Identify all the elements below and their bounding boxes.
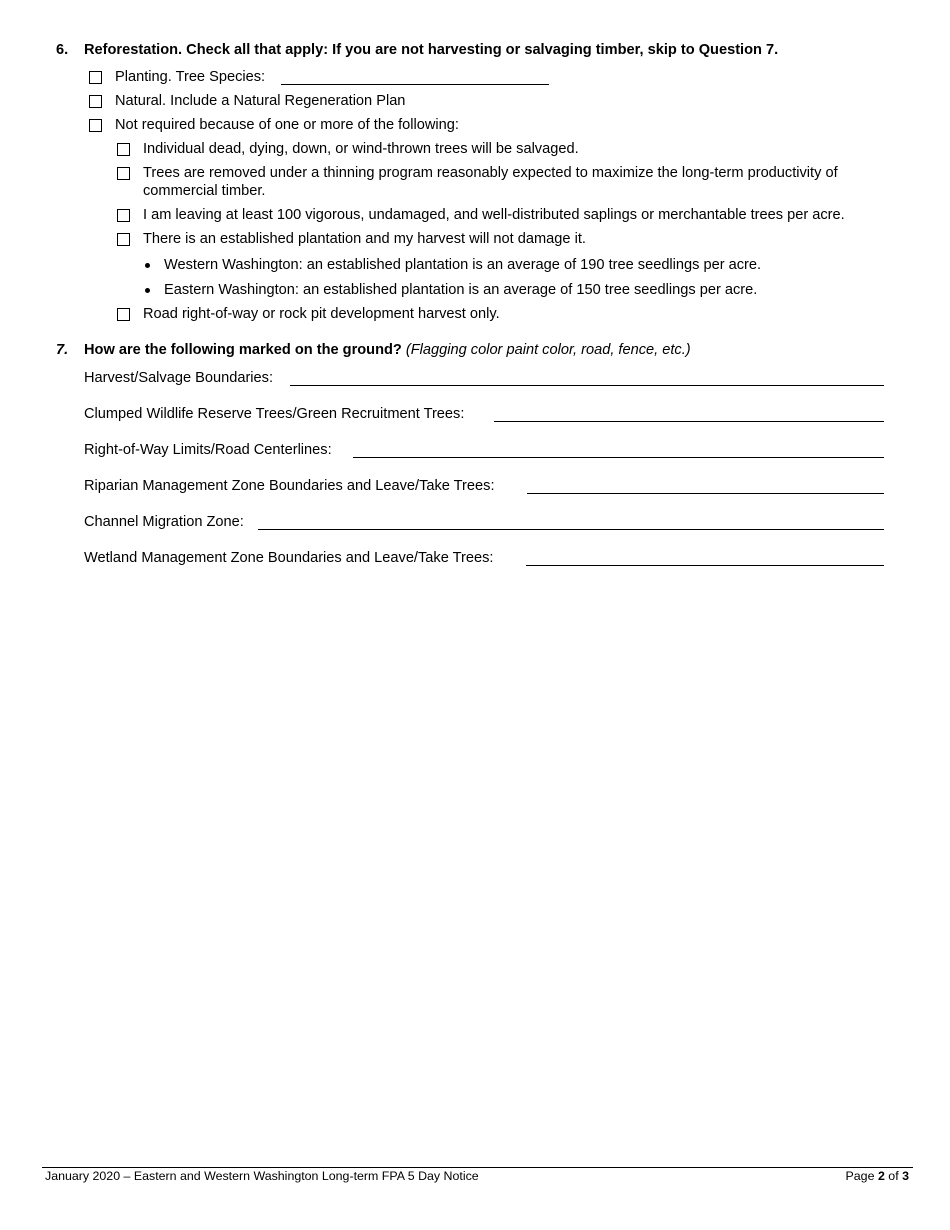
thinning-checkbox[interactable] xyxy=(117,167,130,180)
leaving-trees-checkbox[interactable] xyxy=(117,209,130,222)
not-required-label: Not required because of one or more of the following: xyxy=(115,117,459,133)
leaving-trees-label: I am leaving at least 100 vigorous, undamaged, and well-distributed saplings or merchantable trees per acre. xyxy=(143,207,845,223)
question-7-heading xyxy=(84,342,691,358)
tree-species-input[interactable] xyxy=(281,84,549,85)
question-7-hint: (Flagging color paint color, road, fence, etc.) xyxy=(405,342,691,358)
natural-label: Natural. Include a Natural Regeneration Plan xyxy=(115,93,406,109)
plantation-label: There is an established plantation and my harvest will not damage it. xyxy=(143,231,586,247)
riparian-zone-label: Riparian Management Zone Boundaries and Leave/Take Trees: xyxy=(84,478,495,494)
not-required-checkbox[interactable] xyxy=(89,119,102,132)
bullet-icon xyxy=(145,288,150,293)
question-6-title: Reforestation. Check all that apply: If you are not harvesting or salvaging timber, skip to Question 7. xyxy=(84,42,779,58)
planting-label: Planting. Tree Species: xyxy=(115,69,266,85)
individual-trees-label: Individual dead, dying, down, or wind-thrown trees will be salvaged. xyxy=(143,141,579,157)
thinning-label-line1: Trees are removed under a thinning program reasonably expected to maximize the long-term productivity of xyxy=(143,165,838,181)
natural-checkbox[interactable] xyxy=(89,95,102,108)
riparian-zone-input[interactable] xyxy=(527,493,884,494)
question-6-number: 6. xyxy=(56,42,69,58)
question-7-title: How are the following marked on the ground? xyxy=(84,342,402,358)
harvest-boundaries-label: Harvest/Salvage Boundaries: xyxy=(84,370,274,386)
thinning-label-line2: commercial timber. xyxy=(143,183,266,199)
channel-migration-input[interactable] xyxy=(258,529,884,530)
footer-form-title: January 2020 – Eastern and Western Washington Long-term FPA 5 Day Notice xyxy=(45,1169,479,1183)
road-row-checkbox[interactable] xyxy=(117,308,130,321)
footer-rule xyxy=(42,1167,913,1168)
bullet-icon xyxy=(145,263,150,268)
right-of-way-input[interactable] xyxy=(353,457,884,458)
individual-trees-checkbox[interactable] xyxy=(117,143,130,156)
clumped-wildlife-input[interactable] xyxy=(494,421,884,422)
wetland-zone-input[interactable] xyxy=(526,565,884,566)
harvest-boundaries-input[interactable] xyxy=(290,385,884,386)
road-row-label: Road right-of-way or rock pit development harvest only. xyxy=(143,306,500,322)
clumped-wildlife-label: Clumped Wildlife Reserve Trees/Green Recruitment Trees: xyxy=(84,406,465,422)
planting-checkbox[interactable] xyxy=(89,71,102,84)
western-washington-note: Western Washington: an established plantation is an average of 190 tree seedlings per acre. xyxy=(164,257,762,273)
channel-migration-label: Channel Migration Zone: xyxy=(84,514,244,530)
wetland-zone-label: Wetland Management Zone Boundaries and Leave/Take Trees: xyxy=(84,550,494,566)
eastern-washington-note: Eastern Washington: an established plantation is an average of 150 tree seedlings per acre. xyxy=(164,282,758,298)
plantation-checkbox[interactable] xyxy=(117,233,130,246)
right-of-way-label: Right-of-Way Limits/Road Centerlines: xyxy=(84,442,332,458)
question-7-number: 7. xyxy=(56,342,69,358)
footer-page-number: Page 2 of 3 xyxy=(845,1169,909,1183)
